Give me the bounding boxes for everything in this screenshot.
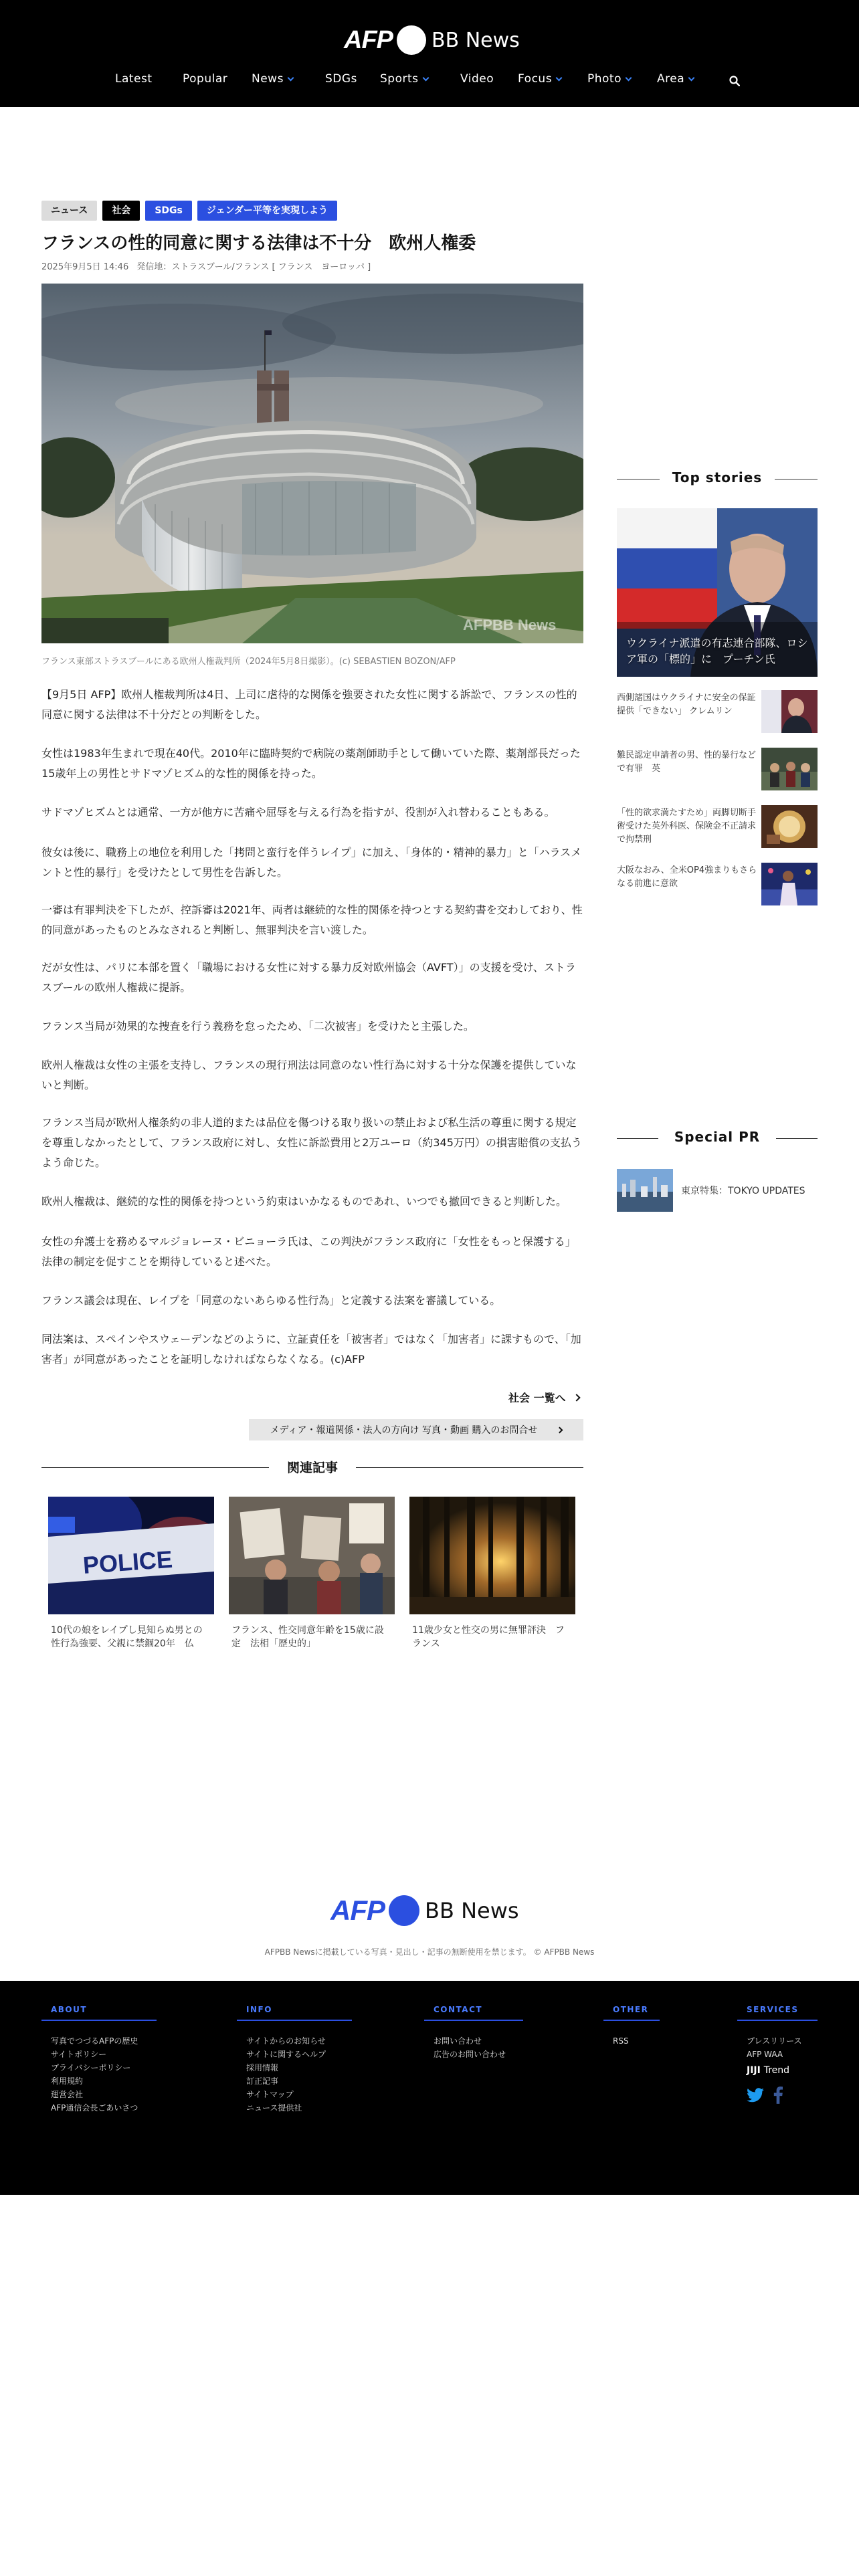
chevron-right-icon xyxy=(573,1394,580,1401)
article-paragraph: 女性の弁護士を務めるマルジョレーヌ・ビニョーラ氏は、この判決がフランス政府に「女性をもっと保護する」法律の制定を促すことを期待していると述べた。 xyxy=(41,1235,576,1268)
chevron-down-icon xyxy=(422,74,429,81)
footer-link[interactable]: プライバシーポリシー xyxy=(51,2063,131,2072)
site-header xyxy=(0,0,859,107)
court-building-photo xyxy=(41,284,583,643)
top-story-item[interactable] xyxy=(617,805,818,848)
jiji-trend-link[interactable] xyxy=(747,2064,818,2077)
special-pr-title: Special PR xyxy=(674,1129,761,1145)
media-inquiry-button[interactable] xyxy=(249,1419,583,1440)
footer-link[interactable]: 写真でつづるAFPの歴史 xyxy=(51,2036,138,2046)
special-pr-text: 東京特集：TOKYO UPDATES xyxy=(681,1186,805,1196)
media-inquiry-label: メディア・報道関係・法人の方向け 写真・動画 購入のお問合せ xyxy=(270,1425,538,1436)
chevron-right-icon xyxy=(557,1426,563,1433)
footer-logo-afp-text: AFP xyxy=(330,1895,385,1926)
article-paragraph: 彼女は後に、職務上の地位を利用した「拷問と蛮行を伴うレイプ」に加え、「身体的・精神的暴力」と「ハラスメントと性的暴行」を受けたとして男性を告訴した。 xyxy=(41,846,582,879)
related-image-police xyxy=(48,1497,214,1614)
footer-logo-circle-icon xyxy=(389,1895,419,1926)
tag-news[interactable]: ニュース xyxy=(41,201,97,221)
top-story-main[interactable] xyxy=(617,508,818,677)
article-paragraph: 同法案は、スペインやスウェーデンなどのように、立証責任を「被害者」ではなく「加害者」に課すもので、「加害者」が同意があったことを証明しなければならなくなる。(c)AFP xyxy=(41,1333,581,1366)
nav-latest[interactable]: Latest xyxy=(115,72,153,86)
article-hero-image[interactable] xyxy=(41,284,583,643)
image-caption: フランス東部ストラスブールにある欧州人権裁判所（2024年5月8日撮影）。(c) SEBASTIEN BOZON/AFP xyxy=(41,657,456,667)
footer-link[interactable]: サイトポリシー xyxy=(51,2050,107,2059)
article-paragraph: フランス当局が効果的な捜査を行う義務を怠ったため、「二次被害」を受けたと主張した。 xyxy=(41,1020,474,1033)
tag-gender-equality[interactable]: ジェンダー平等を実現しよう xyxy=(197,201,337,221)
article-paragraph: 【9月5日 AFP】欧州人権裁判所は4日、上司に虐待的な関係を強要された女性に関する訴訟で、フランスの性的同意に関する法律は不十分だとの判断をした。 xyxy=(41,688,577,721)
special-pr-thumb xyxy=(617,1169,673,1212)
top-story-text: 西側諸国はウクライナに安全の保証提供「できない」 クレムリン xyxy=(617,693,756,716)
footer-link[interactable]: 訂正記事 xyxy=(246,2076,279,2086)
footer-link[interactable]: 採用情報 xyxy=(246,2063,279,2072)
article-location: 発信地：ストラスブール/フランス [ フランス ヨーロッパ ] xyxy=(136,262,371,272)
article-paragraph: 女性は1983年生まれで現在40代。2010年に臨時契約で病院の薬剤師助手として働いていた際、薬剤部長だった15歳年上の男性とサドマゾヒズム的な性的関係を持った。 xyxy=(41,747,581,780)
article-paragraph: だが女性は、パリに本部を置く「職場における女性に対する暴力反対欧州協会（AVFT）」の支援を受け、ストラスブールの欧州人権裁に提訴。 xyxy=(41,961,576,994)
photo-watermark: AFPBB News xyxy=(463,617,557,633)
top-story-item[interactable] xyxy=(617,863,818,905)
footer-column-head: ABOUT xyxy=(41,2005,157,2021)
footer-column-services xyxy=(737,2005,818,2104)
footer-logo-bb-text: BB News xyxy=(425,1898,519,1923)
top-story-text: 難民認定申請者の男、性的暴行などで有罪 英 xyxy=(617,750,757,774)
more-society-label: 社会 一覧へ xyxy=(508,1392,566,1404)
article-dateline xyxy=(41,259,376,272)
footer-link[interactable]: サイトマップ xyxy=(246,2090,294,2099)
top-story-item[interactable] xyxy=(617,690,818,733)
footer-column-head: CONTACT xyxy=(424,2005,523,2021)
footer-link[interactable]: RSS xyxy=(613,2036,629,2046)
copyright-notice: AFPBB Newsに掲載している写真・見出し・記事の無断使用を禁じます。 © AFPBB News xyxy=(264,1947,595,1957)
top-story-text: 「性的欲求満たすため」両脚切断手術受けた英外科医、保険金不正請求で拘禁刑 xyxy=(617,808,757,845)
related-card-text: 10代の娘をレイプし見知らぬ男との性行為強要、父親に禁錮20年 仏 xyxy=(51,1625,203,1649)
footer-link[interactable]: AFP通信会長ごあいさつ xyxy=(51,2103,138,2113)
nav-video[interactable]: Video xyxy=(460,72,494,86)
top-stories-title: Top stories xyxy=(672,469,763,486)
top-story-item[interactable] xyxy=(617,748,818,790)
footer-column-about xyxy=(41,2005,157,2115)
footer-column-info xyxy=(237,2005,352,2115)
related-section-header xyxy=(41,1458,583,1478)
footer-link[interactable]: プレスリリース xyxy=(747,2036,802,2046)
facebook-icon[interactable] xyxy=(773,2086,783,2104)
tag-sdgs[interactable]: SDGs xyxy=(145,201,192,221)
related-card-text: 11歳少女と性交の男に無罪評決 フランス xyxy=(412,1625,565,1649)
related-title: 関連記事 xyxy=(286,1461,338,1475)
logo-circle-icon xyxy=(397,25,426,55)
twitter-icon[interactable] xyxy=(747,2088,764,2103)
article-title: フランスの性的同意に関する法律は不十分 欧州人権委 xyxy=(41,233,476,253)
article-paragraph: 欧州人権裁は女性の主張を支持し、フランスの現行刑法は同意のない性行為に対する十分な保護を提供していないと判断。 xyxy=(41,1059,577,1091)
nav-area[interactable]: Area xyxy=(657,72,694,86)
footer-column-head: OTHER xyxy=(603,2005,660,2021)
related-card-text: フランス、性交同意年齢を15歳に設定 法相「歴史的」 xyxy=(231,1625,384,1649)
footer-link[interactable]: AFP WAA xyxy=(747,2050,783,2059)
nav-sports[interactable]: Sports xyxy=(380,72,428,86)
tag-society[interactable]: 社会 xyxy=(102,201,140,221)
top-story-text: 大阪なおみ、全米OP4強まりもさらなる前進に意欲 xyxy=(617,865,757,889)
footer-column-other xyxy=(603,2005,660,2048)
nav-popular[interactable]: Popular xyxy=(183,72,228,86)
footer-column-head: SERVICES xyxy=(737,2005,818,2021)
top-story-thumb xyxy=(761,748,818,790)
site-logo[interactable] xyxy=(344,24,520,56)
top-story-thumb xyxy=(761,863,818,905)
logo-afp-text: AFP xyxy=(344,25,393,54)
related-card[interactable] xyxy=(229,1497,395,1650)
related-image-forest xyxy=(409,1497,575,1614)
footer-link[interactable]: 運営会社 xyxy=(51,2090,84,2099)
top-story-thumb xyxy=(761,690,818,733)
more-society-link[interactable] xyxy=(508,1390,579,1405)
footer-link[interactable]: 広告のお問い合わせ xyxy=(434,2050,506,2059)
social-links xyxy=(737,2086,818,2104)
footer-link[interactable]: サイトからのお知らせ xyxy=(246,2036,326,2046)
special-pr-header xyxy=(617,1129,818,1149)
chevron-down-icon xyxy=(556,74,563,81)
related-card[interactable] xyxy=(48,1497,214,1650)
footer-column-head: INFO xyxy=(237,2005,352,2021)
svg-text:POLICE: POLICE xyxy=(82,1545,174,1579)
top-stories-header xyxy=(617,469,818,490)
article-date: 2025年9月5日 14:46 xyxy=(41,262,129,272)
nav-news[interactable]: News xyxy=(252,72,293,86)
footer-link[interactable]: お問い合わせ xyxy=(434,2036,482,2046)
article-paragraph: 一審は有罪判決を下したが、控訴審は2021年、両者は継続的な性的関係を持つとする契約書を交わしており、性的同意があったものとみなされると判断し、無罪判決を言い渡した。 xyxy=(41,903,583,936)
article-paragraph: フランス議会は現在、レイプを「同意のないあらゆる性行為」と定義する法案を審議している。 xyxy=(41,1294,501,1307)
footer-link[interactable]: ニュース提供社 xyxy=(246,2103,302,2113)
chevron-down-icon xyxy=(287,74,294,81)
article-paragraph: サドマゾヒズムとは通常、一方が他方に苦痛や屈辱を与える行為を指すが、役割が入れ替わることもある。 xyxy=(41,806,555,819)
footer-link[interactable]: サイトに関するヘルプ xyxy=(246,2050,326,2059)
logo-bb-text: BB News xyxy=(432,28,520,52)
footer-logo[interactable] xyxy=(330,1894,519,1927)
jiji-bold-text: JIJI xyxy=(747,2065,761,2076)
nav-sdgs[interactable]: SDGs xyxy=(325,72,357,86)
article-paragraph: フランス当局が欧州人権条約の非人道的または品位を傷つける取り扱いの禁止および私生活の尊重に関する規定を尊重しなかったとして、フランス政府に対し、女性に訴訟費用と2万ユーロ（約345万円）の損害賠償の支払うよう命じた。 xyxy=(41,1116,582,1169)
related-image-protest xyxy=(229,1497,395,1614)
special-pr-item[interactable] xyxy=(617,1169,818,1212)
article-paragraph: 欧州人権裁は、継続的な性的関係を持つという約束はいかなるものであれ、いつでも撤回できると判断した。 xyxy=(41,1195,567,1208)
search-icon[interactable] xyxy=(729,76,740,86)
footer-link[interactable]: 利用規約 xyxy=(51,2076,84,2086)
nav-photo[interactable]: Photo xyxy=(587,72,631,86)
site-footer xyxy=(0,1981,859,2195)
footer-column-contact xyxy=(424,2005,523,2061)
top-story-thumb xyxy=(761,805,818,848)
nav-focus[interactable]: Focus xyxy=(518,72,561,86)
jiji-rest-text: Trend xyxy=(763,2065,790,2076)
top-story-main-title: ウクライナ派遣の有志連合部隊、ロシア軍の「標的」に プーチン氏 xyxy=(626,637,808,665)
article-tags xyxy=(41,201,337,221)
related-card[interactable] xyxy=(409,1497,575,1650)
chevron-down-icon xyxy=(626,74,632,81)
chevron-down-icon xyxy=(688,74,695,81)
